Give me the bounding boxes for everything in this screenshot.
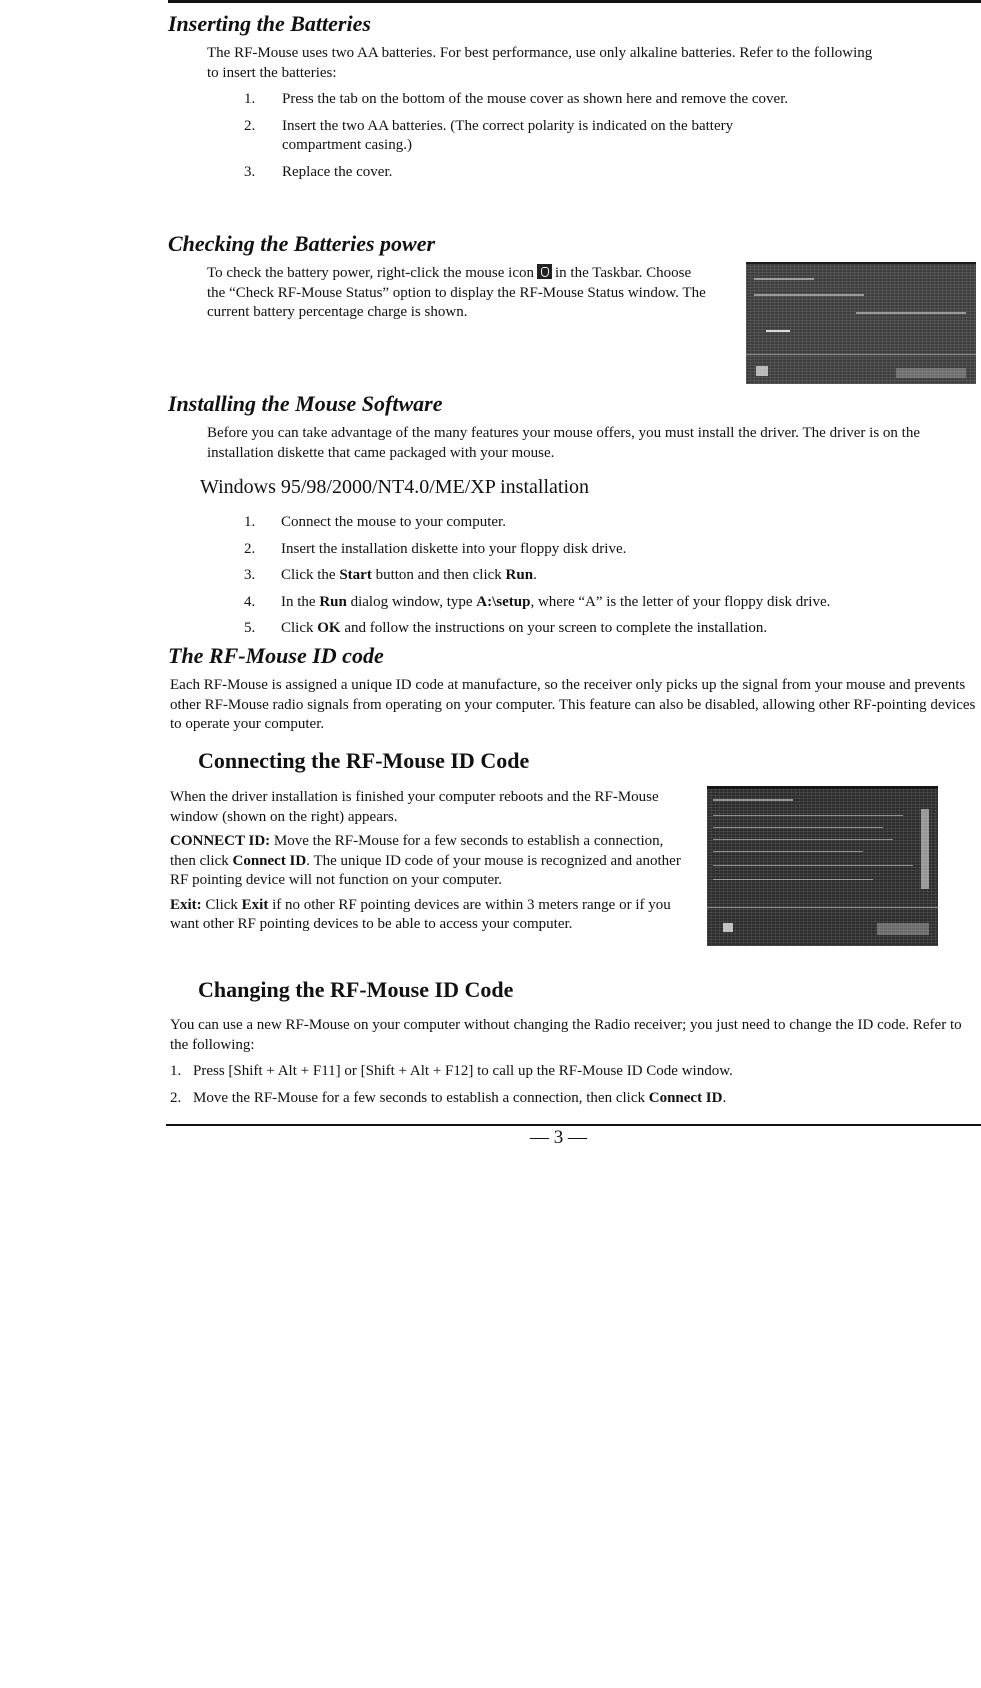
- install-steps: [244, 513, 964, 646]
- changing-intro: You can use a new RF-Mouse on your computer without changing the Radio receiver; you just need to change the ID code. Refer to the following:: [170, 1017, 962, 1053]
- batteries-steps: [244, 90, 864, 189]
- list-item: 3. Click the Start button and then click Run.: [244, 567, 537, 583]
- list-item: 1. Press the tab on the bottom of the mouse cover as shown here and remove the cover.: [244, 91, 789, 107]
- connecting-body: When the driver installation is finished your computer reboots and the RF-Mouse window (shown on the right) appears. CONNECT ID: Move the RF-Mouse for a few seconds to establish a connection, then click Connect ID. The unique ID code of your mouse is recognized and another RF pointing device will not function on your computer. Exit: Click Exit if no other RF pointing devices are within 3 meters range or if you want other RF pointing devices to be able to access your computer.: [170, 789, 681, 932]
- software-intro: Before you can take advantage of the many features your mouse offers, you must install the driver. The driver is on the installation diskette that came packaged with your mouse.: [207, 425, 920, 461]
- connecting-heading: Connecting the RF-Mouse ID Code: [198, 748, 530, 773]
- list-item: 1. Connect the mouse to your computer.: [244, 514, 506, 530]
- rf-mouse-id-window-screenshot: [707, 786, 938, 946]
- power-heading: Checking the Batteries power: [168, 231, 436, 256]
- list-item: 2. Insert the two AA batteries. (The correct polarity is indicated on the battery compartment casing.): [244, 117, 734, 153]
- list-item: 3. Replace the cover.: [244, 163, 393, 180]
- power-text: To check the battery power, right-click the mouse icon in the Taskbar. Choose the “Check RF-Mouse Status” option to display the RF-Mouse Status window. The current battery percentage charge is shown.: [207, 265, 706, 320]
- page-number: — 3 —: [530, 1127, 587, 1148]
- list-item: 1. Press [Shift + Alt + F11] or [Shift + Alt + F12] to call up the RF-Mouse ID Code window.: [170, 1063, 733, 1079]
- batteries-heading: Inserting the Batteries: [168, 11, 371, 36]
- software-heading: Installing the Mouse Software: [168, 391, 443, 416]
- list-item: 2. Move the RF-Mouse for a few seconds to establish a connection, then click Connect ID.: [170, 1089, 727, 1106]
- idcode-heading: The RF-Mouse ID code: [168, 643, 384, 668]
- battery-status-screenshot: [746, 262, 976, 384]
- mouse-tray-icon: [537, 264, 552, 279]
- batteries-intro: The RF-Mouse uses two AA batteries. For best performance, use only alkaline batteries. Refer to the following to insert the batteries:: [207, 45, 873, 81]
- idcode-body: Each RF-Mouse is assigned a unique ID code at manufacture, so the receiver only picks up the signal from your mouse and prevents other RF-Mouse radio signals from operating on your computer. This feature can also be disabled, allowing other RF-pointing devices to operate your computer.: [170, 677, 976, 732]
- bottom-rule: [166, 1124, 981, 1126]
- changing-steps: [170, 1062, 970, 1108]
- changing-heading: Changing the RF-Mouse ID Code: [198, 977, 514, 1002]
- windows-install-subheading: Windows 95/98/2000/NT4.0/ME/XP installation: [200, 476, 590, 498]
- list-item: 5. Click OK and follow the instructions on your screen to complete the installation.: [244, 620, 768, 636]
- list-item: 4. In the Run dialog window, type A:\setup, where “A” is the letter of your floppy disk drive.: [244, 593, 831, 610]
- list-item: 2. Insert the installation diskette into your floppy disk drive.: [244, 540, 627, 557]
- top-rule: [168, 0, 981, 3]
